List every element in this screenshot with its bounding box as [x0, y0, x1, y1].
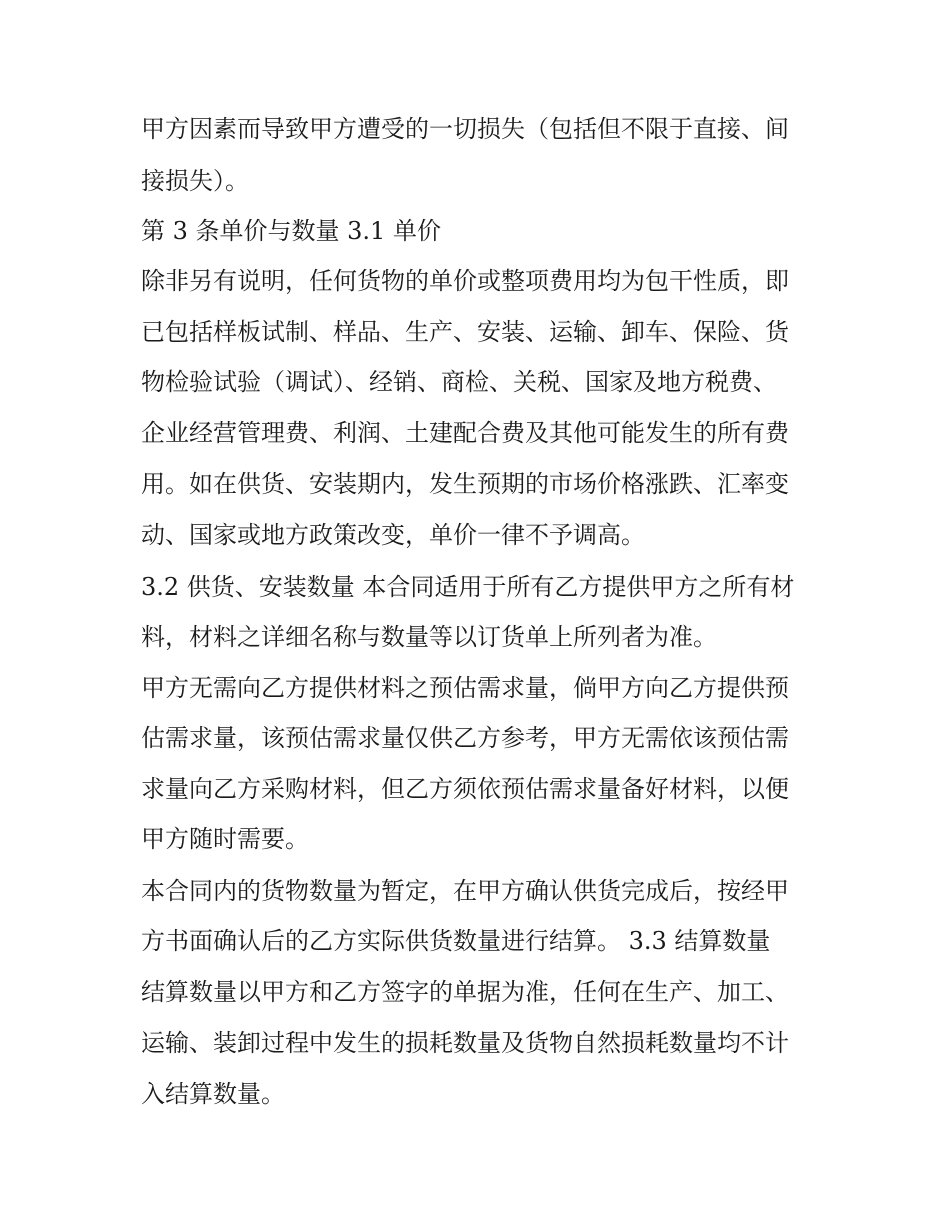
text-line: 甲方随时需要。 — [141, 825, 309, 853]
text-line: 动、国家或地方政策改变，单价一律不予调高。 — [141, 521, 645, 549]
text-line: 用。如在供货、安装期内，发生预期的市场价格涨跌、汇率变 — [141, 470, 789, 498]
text-line: 物检验试验（调试）、经销、商检、关税、国家及地方税费、 — [141, 368, 777, 396]
text-line: 入结算数量。 — [141, 1080, 285, 1108]
text-line: 本合同内的货物数量为暂定，在甲方确认供货完成后，按经甲 — [141, 877, 789, 905]
text-line: 结算数量以甲方和乙方签字的单据为准，任何在生产、加工、 — [141, 978, 789, 1006]
text-line: 估需求量，该预估需求量仅供乙方参考，甲方无需依该预估需 — [141, 724, 789, 752]
text-line: 方书面确认后的乙方实际供货数量进行结算。 3.3 结算数量 — [141, 927, 771, 955]
text-line: 接损失）。 — [141, 167, 249, 195]
text-line: 料，材料之详细名称与数量等以订货单上所列者为准。 — [141, 623, 717, 651]
text-line: 企业经营管理费、利润、土建配合费及其他可能发生的所有费 — [141, 419, 789, 447]
section-heading: 第 3 条单价与数量 3.1 单价 — [141, 217, 441, 245]
text-line: 除非另有说明，任何货物的单价或整项费用均为包干性质，即 — [141, 267, 789, 295]
text-line: 3.2 供货、安装数量 本合同适用于所有乙方提供甲方之所有材 — [141, 573, 795, 601]
text-line: 运输、装卸过程中发生的损耗数量及货物自然损耗数量均不计 — [141, 1029, 789, 1057]
text-line: 已包括样板试制、样品、生产、安装、运输、卸车、保险、货 — [141, 318, 789, 346]
text-line: 甲方因素而导致甲方遭受的一切损失（包括但不限于直接、间 — [141, 115, 789, 143]
text-line: 求量向乙方采购材料，但乙方须依预估需求量备好材料，以便 — [141, 775, 789, 803]
text-line: 甲方无需向乙方提供材料之预估需求量，倘甲方向乙方提供预 — [141, 674, 789, 702]
